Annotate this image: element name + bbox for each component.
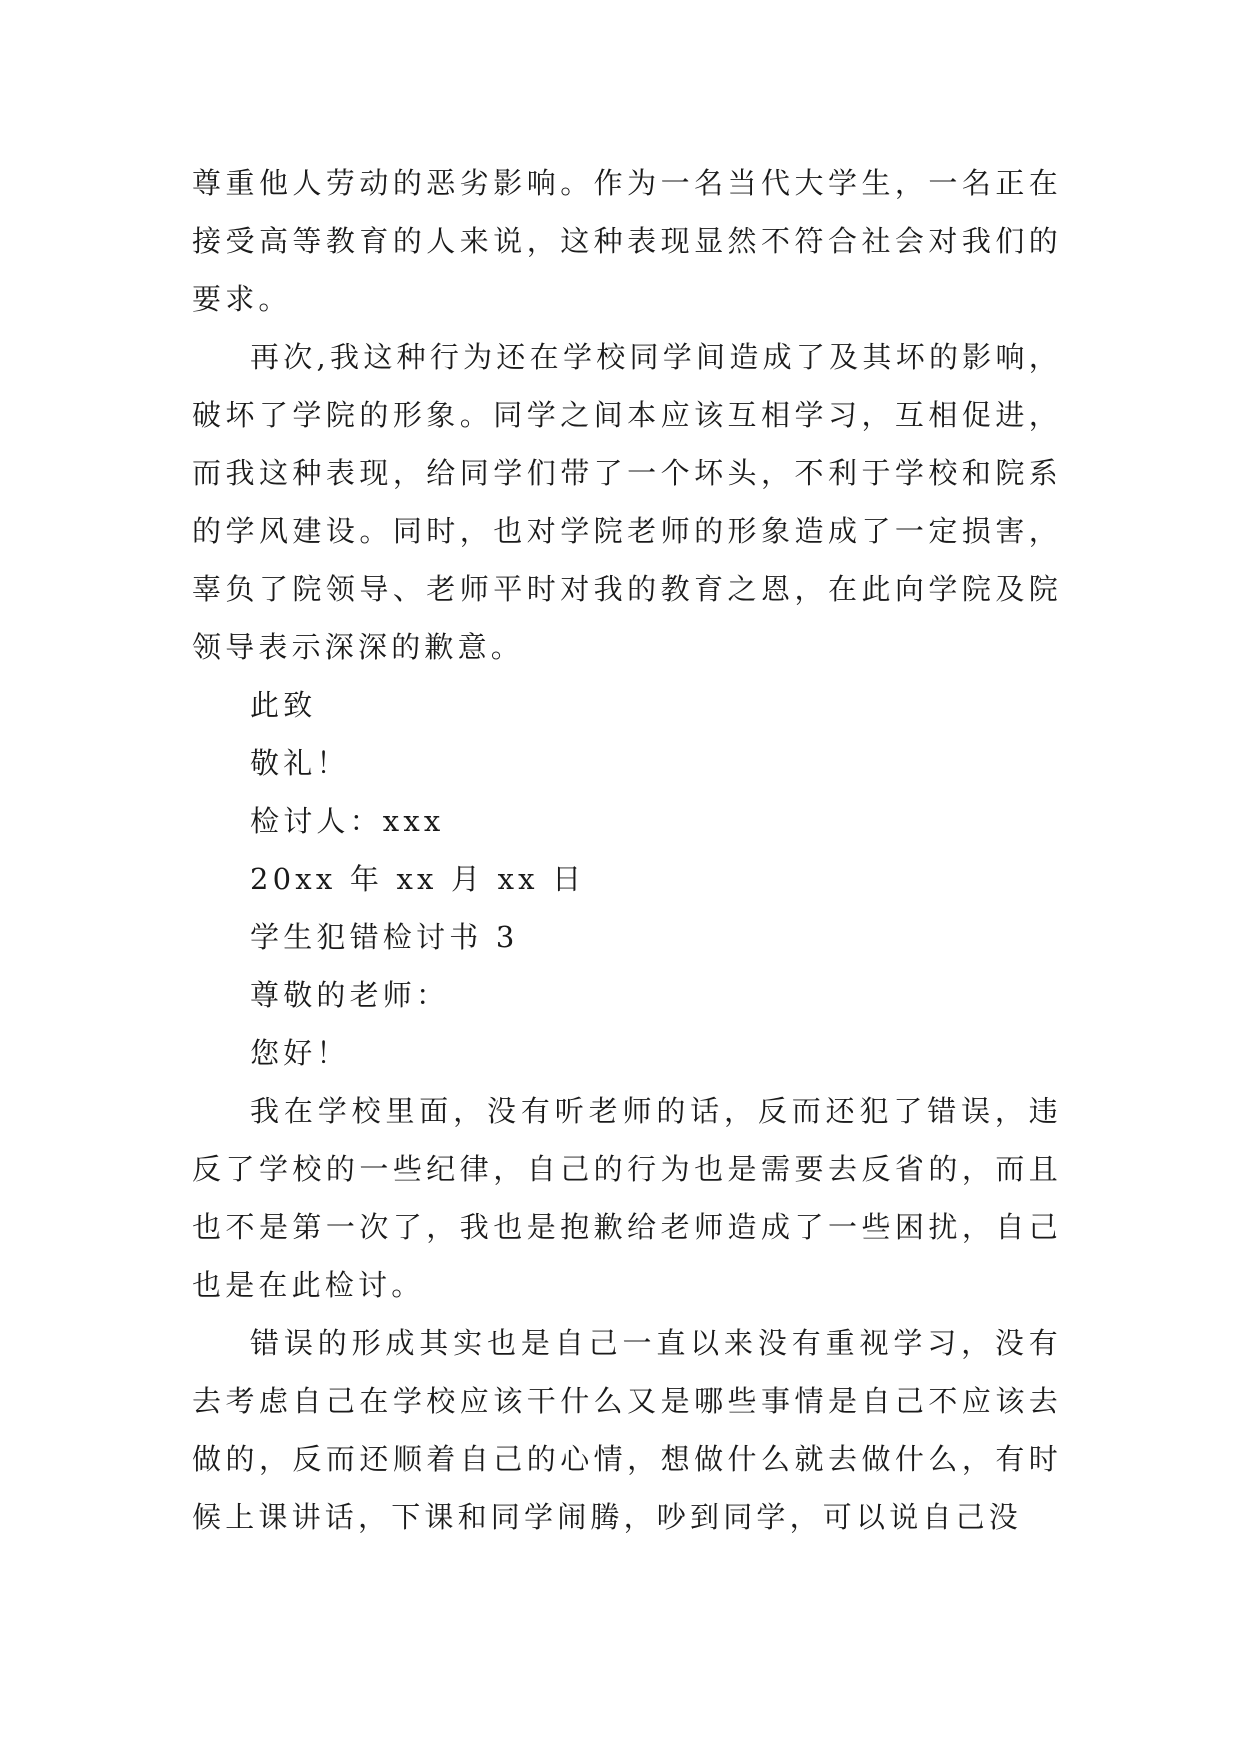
greeting-recipient: 尊敬的老师： [250,978,450,1012]
closing-regards: 敬礼！ [250,746,350,780]
body-paragraph-mistake: 我在学校里面，没有听老师的话，反而还犯了错误，违反了学校的一些纪律，自己的行为也是需要去反省的，而且也不是第一次了，我也是抱歉给老师造成了一些困扰，自己也是在此检讨。 [192,1094,1062,1302]
document-body [192,154,1062,1546]
closing-date: 20xx 年 xx 月 xx 日 [250,862,586,896]
greeting: 您好！ [250,1036,350,1070]
section-title: 学生犯错检讨书 3 [250,920,519,954]
paragraph-continued: 尊重他人劳动的恶劣影响。作为一名当代大学生，一名正在接受高等教育的人来说，这种表现显然不符合社会对我们的要求。 [192,166,1062,316]
closing-salutation: 此致 [250,688,317,722]
body-paragraph-reason: 错误的形成其实也是自己一直以来没有重视学习，没有去考虑自己在学校应该干什么又是哪些事情是自己不应该去做的，反而还顺着自己的心情，想做什么就去做什么，有时候上课讲话，下课和同学闹腾，吵到同学，可以说自己没 [192,1326,1062,1534]
paragraph-impact: 再次,我这种行为还在学校同学间造成了及其坏的影响，破坏了学院的形象。同学之间本应该互相学习，互相促进，而我这种表现，给同学们带了一个坏头，不利于学校和院系的学风建设。同时，也对学院老师的形象造成了一定损害，辜负了院领导、老师平时对我的教育之恩，在此向学院及院领导表示深深的歉意。 [192,340,1062,664]
closing-author: 检讨人：xxx [250,804,445,838]
